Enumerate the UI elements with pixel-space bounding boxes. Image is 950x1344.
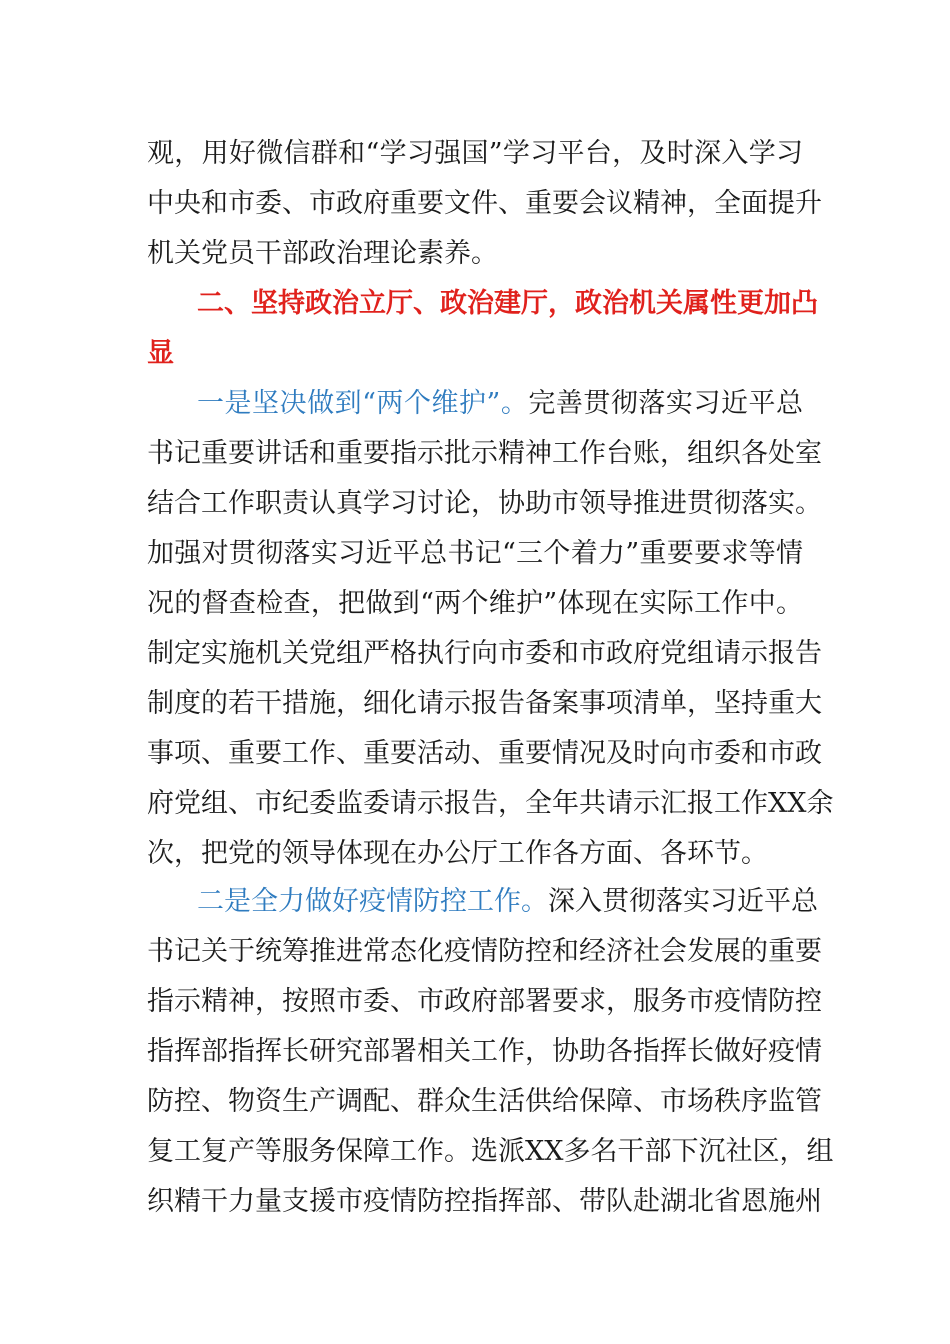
text-line: 中央和市委、市政府重要文件、重要会议精神，全面提升 — [147, 188, 822, 219]
text-line: 指挥部指挥长研究部署相关工作，协助各指挥长做好疫情 — [147, 1036, 822, 1067]
text-line: 织精干力量支援市疫情防控指挥部、带队赴湖北省恩施州 — [147, 1186, 822, 1217]
text-line: 加强对贯彻落实习近平总书记“三个着力”重要要求等情 — [147, 538, 803, 569]
text-line: 书记关于统筹推进常态化疫情防控和经济社会发展的重要 — [147, 936, 822, 967]
heading-line: 二、坚持政治立厅、政治建厅，政治机关属性更加凸 — [197, 288, 818, 319]
paragraph-text: 深入贯彻落实习近平总 — [548, 886, 818, 917]
text-line: 次，把党的领导体现在办公厅工作各方面、各环节。 — [147, 838, 768, 869]
paragraph-lead: 二是全力做好疫情防控工作。 — [197, 886, 548, 917]
paragraph-text: 完善贯彻落实习近平总 — [528, 388, 804, 419]
text-line — [197, 387, 803, 421]
text-line: 结合工作职责认真学习讨论，协助市领导推进贯彻落实。 — [147, 488, 822, 519]
text-line — [197, 885, 818, 919]
text-line: 况的督查检查，把做到“两个维护”体现在实际工作中。 — [147, 588, 803, 619]
text-line: 复工复产等服务保障工作。选派XX多名干部下沉社区，组 — [147, 1136, 834, 1167]
text-line: 府党组、市纪委监委请示报告，全年共请示汇报工作XX余 — [147, 788, 834, 819]
text-line: 制度的若干措施，细化请示报告备案事项清单，坚持重大 — [147, 688, 822, 719]
text-line: 指示精神，按照市委、市政府部署要求，服务市疫情防控 — [147, 986, 822, 1017]
text-line: 机关党员干部政治理论素养。 — [147, 238, 498, 269]
text-line: 书记重要讲话和重要指示批示精神工作台账，组织各处室 — [147, 438, 822, 469]
text-line: 防控、物资生产调配、群众生活供给保障、市场秩序监管 — [147, 1086, 822, 1117]
heading-line: 显 — [147, 338, 174, 369]
text-line: 观，用好微信群和“学习强国”学习平台，及时深入学习 — [147, 138, 803, 169]
text-line: 事项、重要工作、重要活动、重要情况及时向市委和市政 — [147, 738, 822, 769]
text-line: 制定实施机关党组严格执行向市委和市政府党组请示报告 — [147, 638, 822, 669]
paragraph-lead: 一是坚决做到“两个维护”。 — [197, 388, 529, 419]
